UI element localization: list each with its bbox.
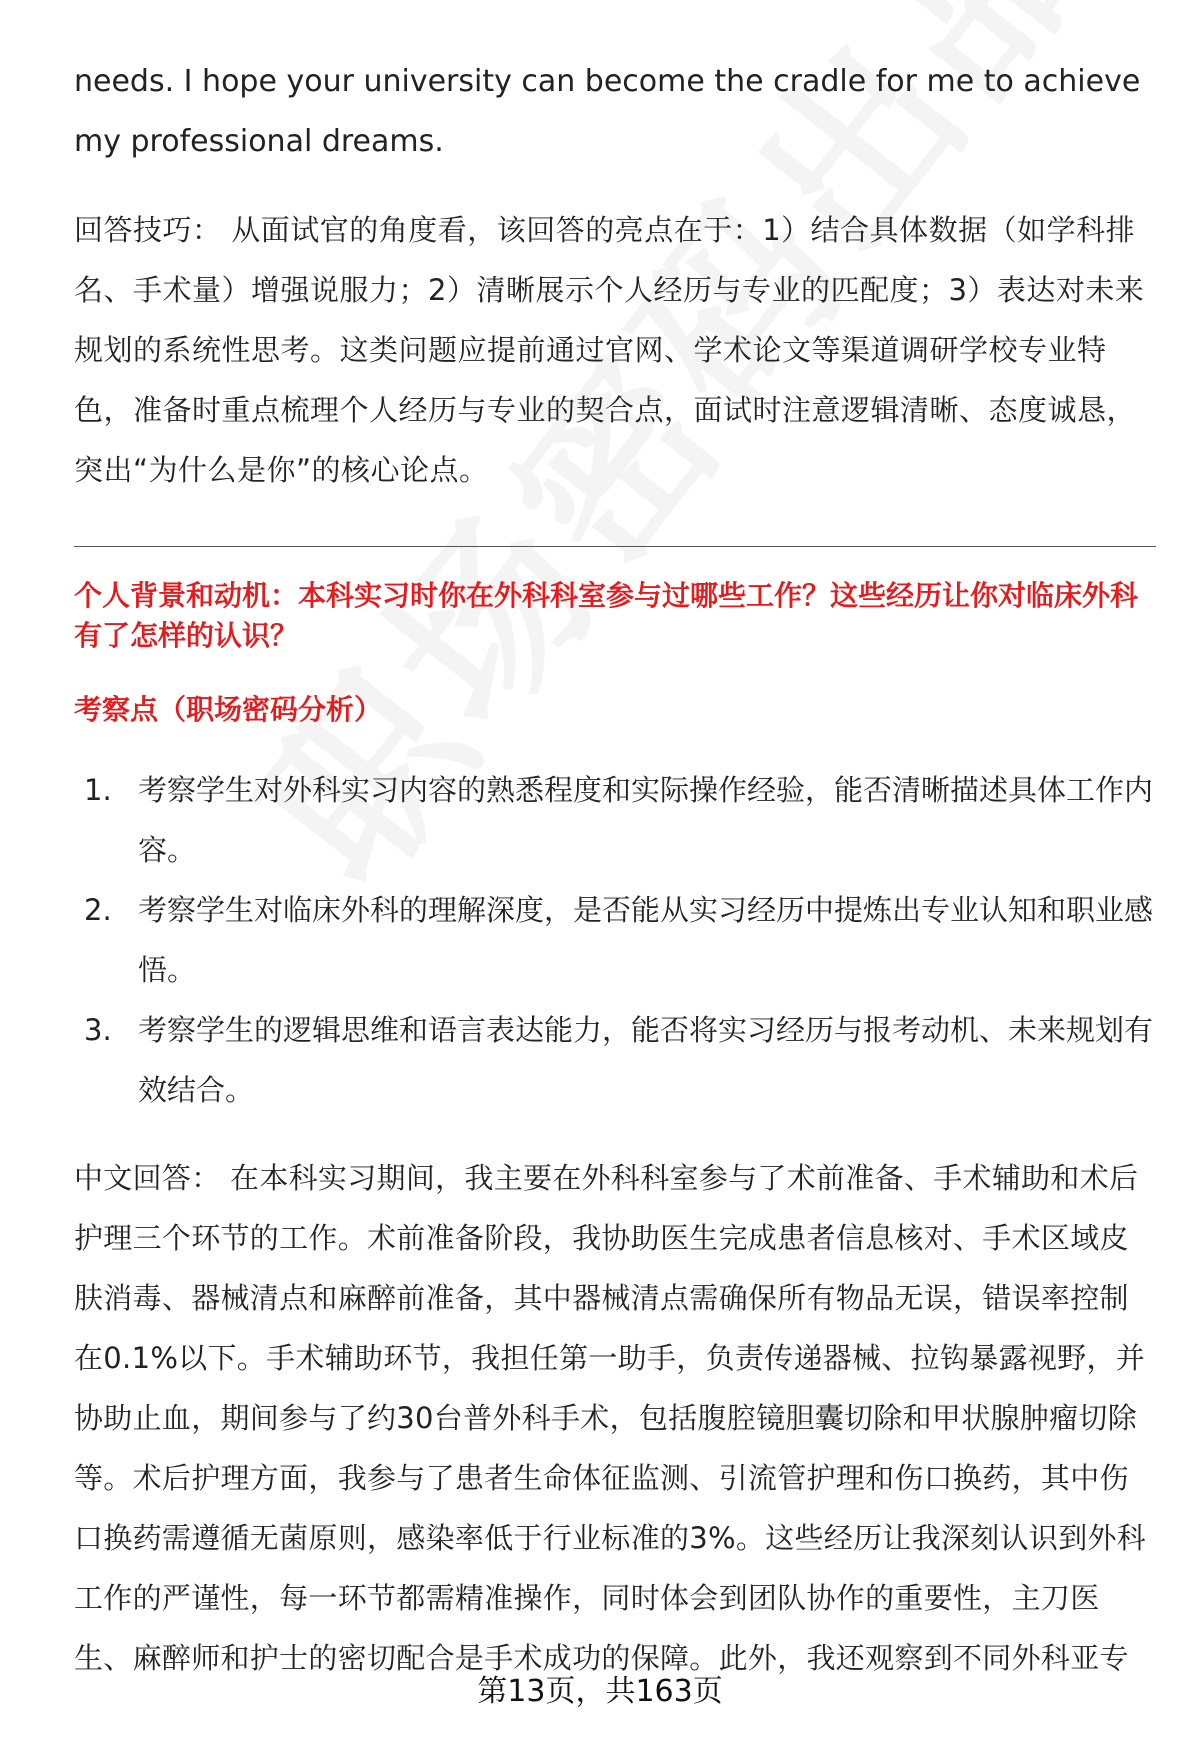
section-title: 考察点（职场密码分析） bbox=[74, 693, 383, 726]
list-item-text: 考察学生对临床外科的理解深度，是否能从实习经历中提炼出专业认知和职业感悟。 bbox=[138, 893, 1154, 987]
list-item-number: 3. bbox=[84, 1013, 112, 1047]
section-divider bbox=[74, 546, 1156, 547]
list-item-text: 考察学生的逻辑思维和语言表达能力，能否将实习经历与报考动机、未来规划有效结合。 bbox=[138, 1013, 1154, 1107]
chinese-answer-paragraph: 中文回答： 在本科实习期间，我主要在外科科室参与了术前准备、手术辅助和术后护理三个环节的工作。术前准备阶段，我协助医生完成患者信息核对、手术区域皮肤消毒、器械清点和麻醉前准备，其中器械清点需确保所有物品无误，错误率控制在0.1%以下。手术辅助环节，我担任第一助手，负责传递器械、拉钩暴露视野，并协助止血，期间参与了约30台普外科手术，包括腹腔镜胆囊切除和甲状腺肿瘤切除等。术后护理方面，我参与了患者生命体征监测、引流管护理和伤口换药，其中伤口换药需遵循无菌原则，感染率低于行业标准的3%。这些经历让我深刻认识到外科工作的严谨性，每一环节都需精准操作，同时体会到团队协作的重要性，主刀医生、麻醉师和护士的密切配合是手术成功的保障。此外，我还观察到不同外科亚专 bbox=[74, 1161, 1147, 1675]
assessment-points-list bbox=[74, 760, 1154, 1120]
list-item-number: 1. bbox=[84, 773, 112, 807]
answer-tip-paragraph: 回答技巧： 从面试官的角度看，该回答的亮点在于：1）结合具体数据（如学科排名、手术量）增强说服力；2）清晰展示个人经历与专业的匹配度；3）表达对未来规划的系统性思考。这类问题应提前通过官网、学术论文等渠道调研学校专业特色，准备时重点梳理个人经历与专业的契合点，面试时注意逻辑清晰、态度诚恳，突出“为什么是你”的核心论点。 bbox=[74, 213, 1145, 487]
page-number: 第13页，共163页 bbox=[477, 1674, 723, 1709]
question-heading: 个人背景和动机：本科实习时你在外科科室参与过哪些工作？这些经历让你对临床外科有了怎样的认识？ bbox=[74, 579, 1139, 652]
english-answer-tail: needs. I hope your university can become the cradle for me to achieve my professional dreams. bbox=[74, 64, 1141, 159]
list-item bbox=[74, 760, 1154, 880]
list-item bbox=[74, 880, 1154, 1000]
list-item bbox=[74, 1000, 1154, 1120]
list-item-number: 2. bbox=[84, 893, 112, 927]
list-item-text: 考察学生对外科实习内容的熟悉程度和实际操作经验，能否清晰描述具体工作内容。 bbox=[138, 773, 1154, 867]
